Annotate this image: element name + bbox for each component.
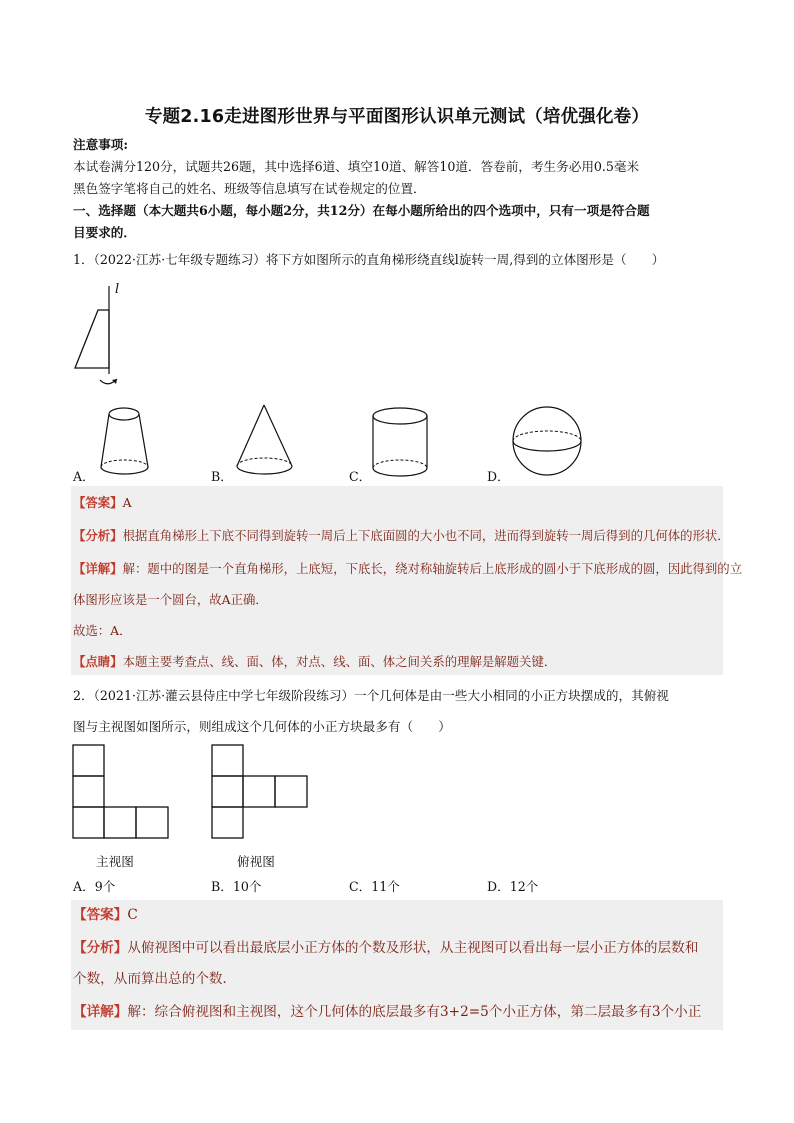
q2-front-view-caption: 主视图 (96, 854, 134, 869)
sphere-shape (511, 405, 585, 479)
q1-analysis: 【分析】根据直角梯形上下底不同得到旋转一周后上下底面圆的大小也不同，进而得到旋转一周后得到的几何体的形状． (73, 528, 730, 543)
section-heading-1: 一、选择题（本大题共6小题，每小题2分，共12分）在每小题所给出的四个选项中，只有一项是符合题 (73, 203, 650, 218)
q1-comment: 【点睛】本题主要考查点、线、面、体，对点、线、面、体之间关系的理解是解题关键． (73, 654, 557, 669)
q2-answer: 【答案】C (73, 907, 138, 923)
q2-option-c: C．11个 (349, 879, 400, 894)
q2-front-view-figure (72, 744, 170, 840)
q2-option-d: D．12个 (487, 879, 539, 894)
q2-analysis-2: 个数，从而算出总的个数． (73, 971, 237, 987)
q1-axis-label: l (115, 282, 120, 297)
q2-top-view-figure (211, 744, 309, 840)
section-heading-2: 目要求的． (73, 225, 136, 240)
q2-stem-1: 2．（2021·江苏·灌云县侍庄中学七年级阶段练习）一个几何体是由一些大小相同的小正方块摆成的，其俯视 (73, 688, 669, 703)
q1-choice: 故选：A． (73, 623, 132, 638)
q1-option-d: D． (487, 469, 510, 484)
q1-answer-box (71, 486, 723, 675)
cone-shape (234, 402, 296, 478)
q1-detail-2: 体图形应该是一个圆台，故A正确． (73, 592, 268, 607)
q2-stem-2: 图与主视图如图所示，则组成这个几何体的小正方块最多有（ ） (73, 719, 451, 734)
page-title: 专题2.16走进图形世界与平面图形认识单元测试（培优强化卷） (144, 107, 650, 127)
q1-option-a: A． (73, 469, 95, 484)
frustum-shape (97, 405, 155, 477)
q1-stem: 1．（2022·江苏·七年级专题练习）将下方如图所示的直角梯形绕直线l旋转一周,得到的立体图形是（ ） (73, 252, 665, 267)
notice-heading: 注意事项: (73, 137, 129, 152)
q1-option-b: B． (211, 469, 233, 484)
notice-line-2: 黑色签字笔将自己的姓名、班级等信息填写在试卷规定的位置． (73, 181, 426, 196)
q1-detail-1: 【详解】解：题中的图是一个直角梯形，上底短，下底长，绕对称轴旋转后上底形成的圆小于下底形成的圆，因此得到的立 (73, 561, 743, 576)
q2-option-a: A．9个 (73, 879, 116, 894)
q1-trapezoid-figure (70, 282, 130, 392)
q1-option-c: C． (349, 469, 372, 484)
q2-top-view-caption: 俯视图 (237, 854, 275, 869)
notice-line-1: 本试卷满分120分，试题共26题，其中选择6道、填空10道、解答10道．答卷前，考生务必用0.5毫米 (73, 159, 640, 174)
q2-analysis-1: 【分析】从俯视图中可以看出最底层小正方体的个数及形状，从主视图可以看出每一层小正方体的层数和 (73, 940, 699, 956)
q2-detail-1: 【详解】解：综合俯视图和主视图，这个几何体的底层最多有3+2=5个小正方体，第二层最多有3个小正 (73, 1004, 702, 1020)
cylinder-shape (372, 406, 432, 480)
q1-answer: 【答案】A (73, 495, 132, 510)
q2-option-b: B．10个 (211, 879, 262, 894)
